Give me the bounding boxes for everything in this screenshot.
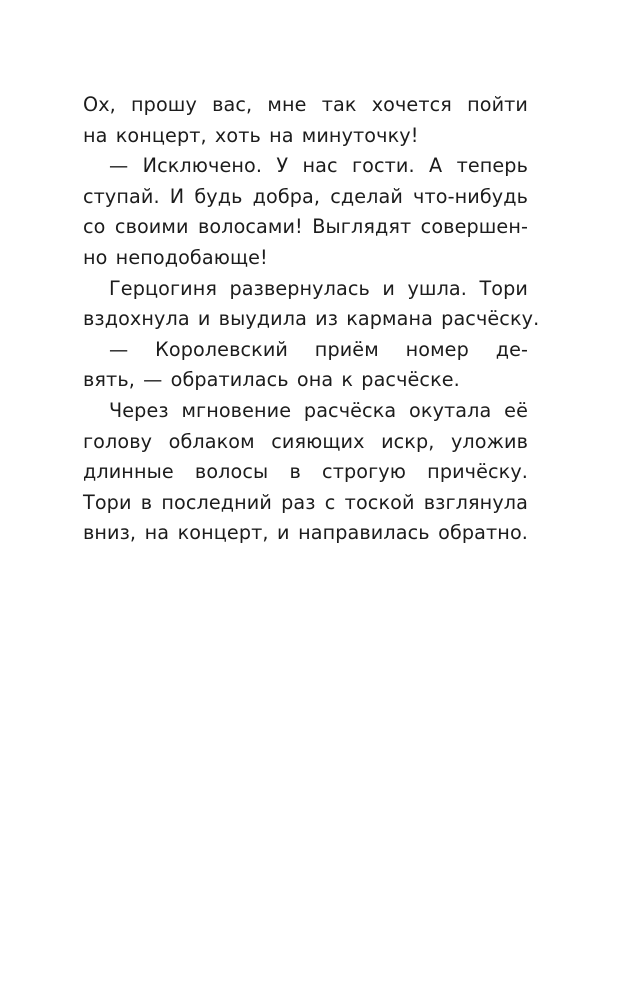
paragraph-duchess-leaves bbox=[83, 274, 540, 335]
text-line: Герцогиня развернулась и ушла. Тори bbox=[109, 276, 528, 300]
paragraph-duchess-reply bbox=[83, 151, 528, 273]
text-line: — Исключено. У нас гости. А теперь bbox=[109, 154, 528, 178]
text-line: вниз, на концерт, и направилась обратно. bbox=[83, 521, 528, 545]
text-line: со своими волосами! Выглядят совершен- bbox=[83, 215, 528, 239]
text-line: на концерт, хоть на минуточку! bbox=[83, 123, 419, 147]
text-line: ступай. И будь добра, сделай что-нибудь bbox=[83, 184, 528, 208]
paragraph-hairstyle bbox=[83, 396, 528, 549]
text-line: Тори в последний раз с тоской взглянула bbox=[83, 490, 528, 514]
text-line: вять, — обратилась она к расчёске. bbox=[83, 368, 460, 392]
text-line: Ох, прошу вас, мне так хочется пойти bbox=[83, 93, 528, 116]
paragraph-command bbox=[83, 335, 528, 396]
text-line: вздохнула и выудила из кармана расчёску. bbox=[83, 307, 540, 331]
paragraph-plea bbox=[83, 90, 528, 151]
book-page-text bbox=[83, 90, 540, 549]
text-line: длинные волосы в строгую причёску. bbox=[83, 460, 528, 484]
text-line: Через мгновение расчёска окутала её bbox=[109, 398, 528, 422]
text-line: но неподобающе! bbox=[83, 245, 268, 269]
text-line: голову облаком сияющих искр, уложив bbox=[83, 429, 528, 453]
text-line: — Королевский приём номер де- bbox=[109, 337, 528, 361]
